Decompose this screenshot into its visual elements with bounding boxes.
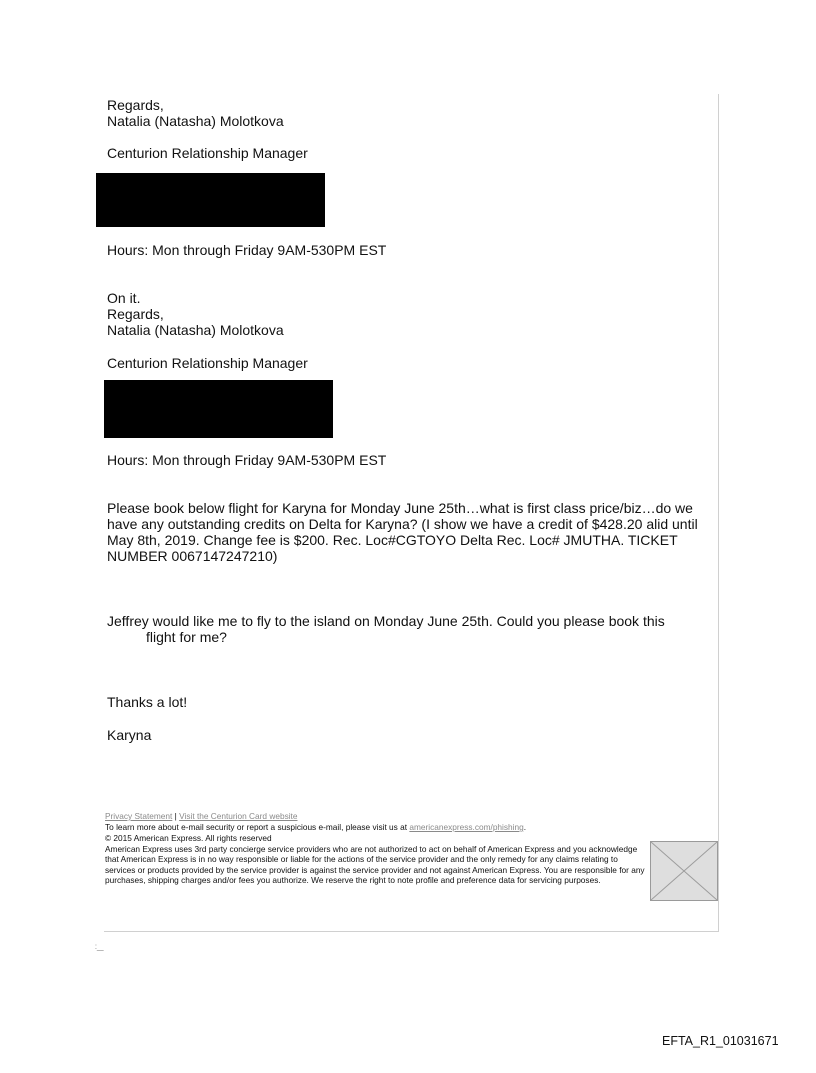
phishing-link[interactable]: americanexpress.com/phishing [409,822,524,832]
security-notice: To learn more about e-mail security or report a suspicious e-mail, please visit us at americanexpress.com/phishing. [105,822,527,832]
closing-regards: Regards, [107,97,164,113]
reply-opener: On it. [107,290,141,306]
office-hours: Hours: Mon through Friday 9AM-530PM EST [107,452,387,468]
sender-title: Centurion Relationship Manager [107,145,308,161]
redaction-box [104,380,333,438]
footer-links [105,811,297,821]
original-message-line: flight for me? [146,629,227,645]
thanks-line: Thanks a lot! [107,694,188,710]
sender-title: Centurion Relationship Manager [107,355,308,371]
redaction-box [96,173,325,227]
signature-name: Karyna [107,727,152,743]
flight-request-paragraph: Please book below flight for Karyna for Monday June 25th…what is first class price/biz…do we have any outstanding credits on Delta for Karyna? (I show we have a credit of $428.20 alid until May 8th, 2019. Change fee is $200. Rec. Loc#CGTOYO Delta Rec. Loc# JMUTHA. TICKET NUMBER 0067147247210) [107,500,698,564]
bates-number: EFTA_R1_01031671 [662,1034,779,1048]
centurion-website-link[interactable]: Visit the Centurion Card website [179,811,298,821]
copyright-notice: © 2015 American Express. All rights reserved [105,833,272,843]
link-separator: | [174,811,177,821]
original-message-line: Jeffrey would like me to fly to the island on Monday June 25th. Could you please book this [107,613,665,629]
sender-name: Natalia (Natasha) Molotkova [107,322,284,338]
closing-regards: Regards, [107,306,164,322]
security-notice-text: To learn more about e-mail security or report a suspicious e-mail, please visit us at [105,822,408,832]
privacy-statement-link[interactable]: Privacy Statement [105,811,173,821]
office-hours: Hours: Mon through Friday 9AM-530PM EST [107,242,387,258]
broken-image-icon [650,841,718,901]
sender-name: Natalia (Natasha) Molotkova [107,113,284,129]
disclaimer-text: American Express uses 3rd party concierge service providers who are not authorized to act on behalf of American Express and you acknowledge that American Express is in no way responsible or liable for the actions of the service provider and the only remedy for any claims relating to services or products provided by the service provider is against the service provider and not against American Express. You are responsible for any purchases, shipping charges and/or fees you authorize. We reserve the right to note profile and preference data for servicing purposes. [105,844,645,885]
scan-artifact-mark: ⁚__ [95,945,104,951]
